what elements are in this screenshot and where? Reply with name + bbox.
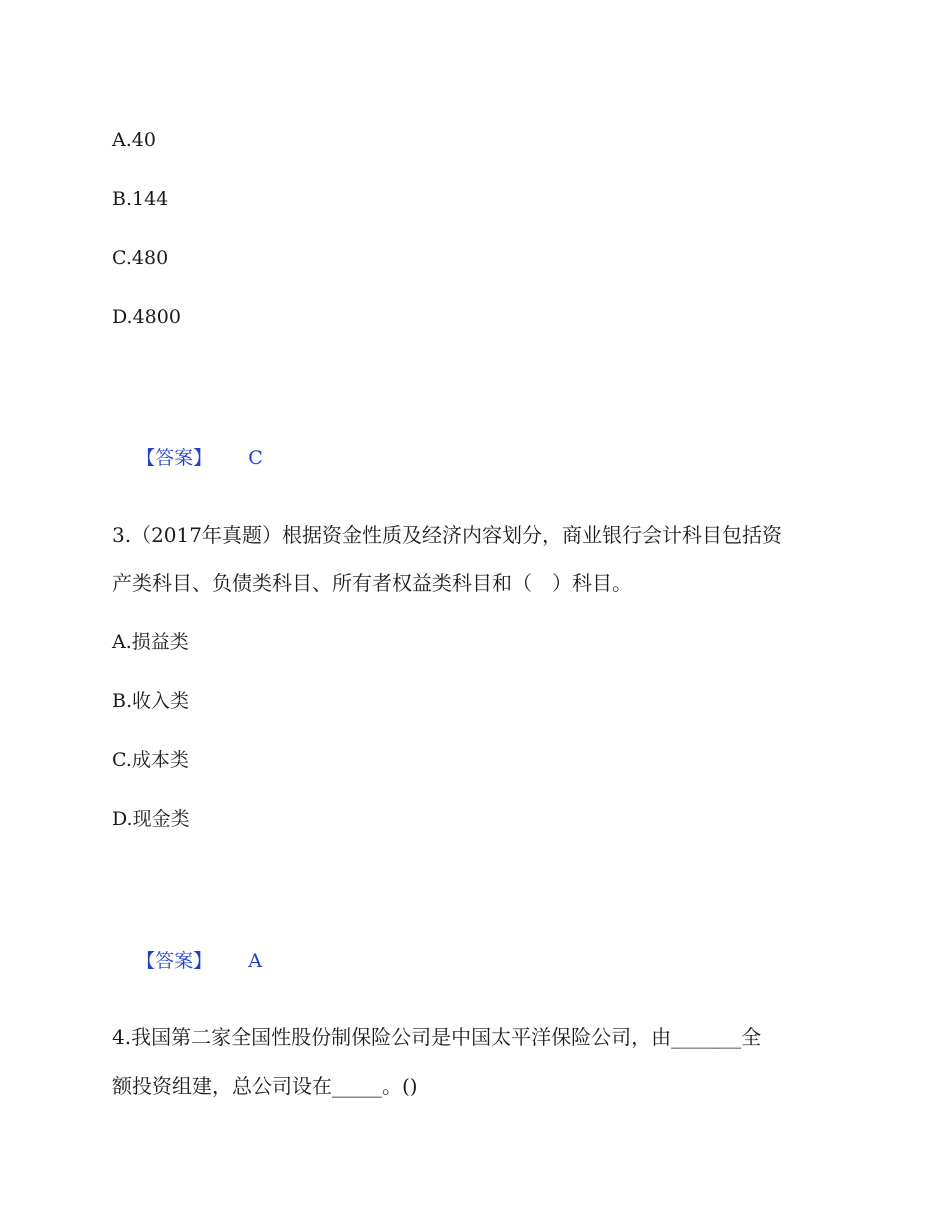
q2-option-b: B.144: [112, 188, 169, 210]
q4-stem-line1: 4.我国第二家全国性股份制保险公司是中国太平洋保险公司，由_______全: [112, 1025, 762, 1049]
q3-answer: [112, 925, 262, 997]
q2-answer: [112, 422, 263, 494]
q3-option-a: A.损益类: [112, 631, 189, 653]
answer-label: 【答案】: [136, 447, 213, 469]
q2-option-a: A.40: [112, 129, 156, 151]
q3-option-d: D.现金类: [112, 808, 190, 830]
answer-label: 【答案】: [136, 950, 213, 972]
q3-option-b: B.收入类: [112, 690, 190, 712]
q3-stem-line1: 3.（2017年真题）根据资金性质及经济内容划分，商业银行会计科目包括资: [112, 523, 782, 547]
answer-value: C: [248, 447, 263, 469]
q2-option-d: D.4800: [112, 306, 181, 328]
answer-value: A: [248, 950, 262, 972]
q4-stem-line2: 额投资组建，总公司设在_____。(): [112, 1074, 418, 1098]
q2-option-c: C.480: [112, 247, 169, 269]
q3-option-c: C.成本类: [112, 749, 189, 771]
q3-stem-line2: 产类科目、负债类科目、所有者权益类科目和（ ）科目。: [112, 571, 632, 595]
